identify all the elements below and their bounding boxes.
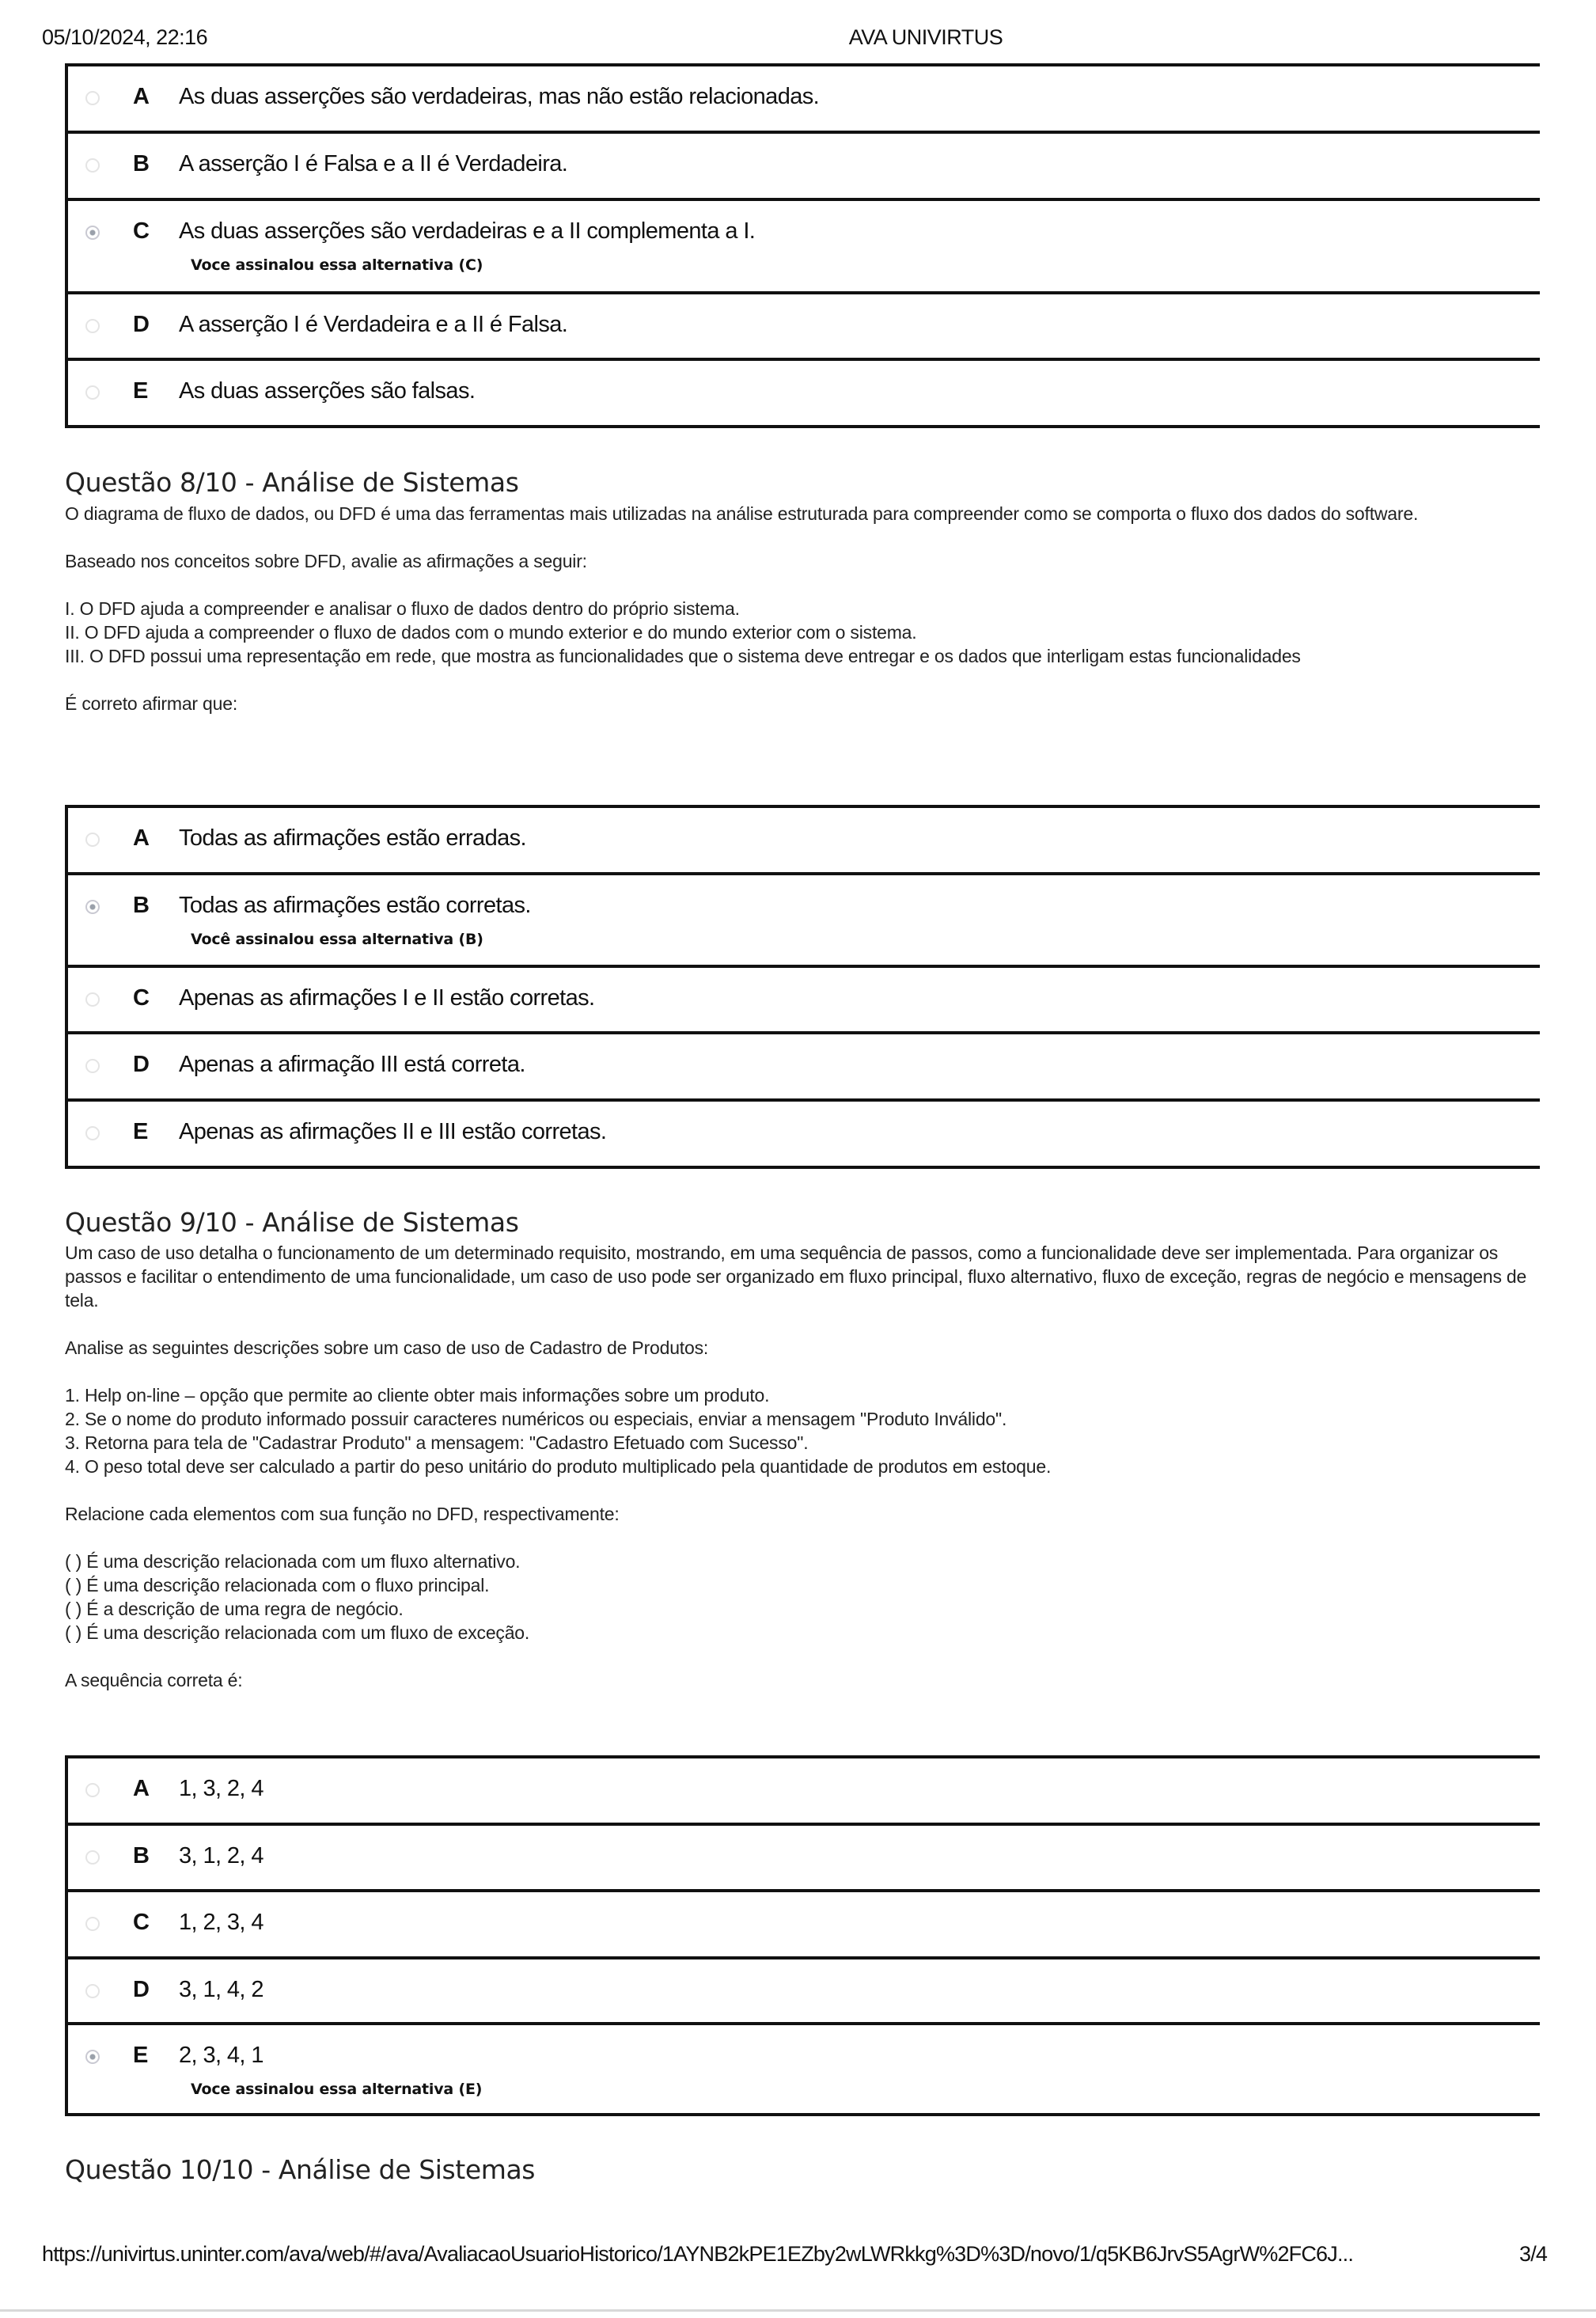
question8-body	[65, 502, 1545, 715]
option-row-c[interactable]	[68, 965, 1540, 1031]
option-letter: E	[133, 378, 149, 404]
question9-intro: Um caso de uso detalha o funcionamento de um determinado requisito, mostrando, em uma sequência de passos, como a funcionalidade deve ser implementada. Para organizar os passos e facilitar o entendimento de uma funcionalidade, um caso de uso pode ser organizado em fluxo principal, fluxo alternativo, fluxo de exceção, regras de negócio e mensagens de tela.	[65, 1242, 1527, 1311]
option-letter: B	[133, 151, 150, 176]
question8-intro: O diagrama de fluxo de dados, ou DFD é uma das ferramentas mais utilizadas na análise estruturada para compreender como se comporta o fluxo dos dados do software.	[65, 503, 1419, 524]
option-text: 2, 3, 4, 1	[179, 2043, 263, 2068]
option-text: As duas asserções são verdadeiras e a II complementa a I.	[179, 218, 756, 244]
question9-question: A sequência correta é:	[65, 1670, 243, 1690]
radio-icon[interactable]	[85, 91, 100, 105]
radio-icon[interactable]	[85, 158, 100, 173]
radio-checked-icon[interactable]	[85, 2050, 100, 2064]
option-row-e[interactable]	[68, 2022, 1540, 2116]
radio-icon[interactable]	[85, 1059, 100, 1073]
option-text: Apenas as afirmações II e III estão corretas.	[179, 1119, 607, 1144]
option-text: Apenas a afirmação III está correta.	[179, 1052, 525, 1077]
option-letter: C	[133, 1910, 150, 1935]
option-row-d[interactable]	[68, 291, 1540, 358]
question9-prompt: Analise as seguintes descrições sobre um caso de uso de Cadastro de Produtos:	[65, 1337, 709, 1358]
radio-icon[interactable]	[85, 1850, 100, 1865]
statement-1: I. O DFD ajuda a compreender e analisar o fluxo de dados dentro do próprio sistema.	[65, 598, 740, 619]
description-2: 2. Se o nome do produto informado possuir caracteres numéricos ou especiais, enviar a mensagem "Produto Inválido".	[65, 1409, 1007, 1429]
radio-checked-icon[interactable]	[85, 900, 100, 914]
option-row-e[interactable]	[68, 358, 1540, 428]
option-letter: C	[133, 218, 150, 244]
selected-answer-label: Você assinalou essa alternativa (B)	[191, 931, 483, 948]
blank-item-4: ( ) É uma descrição relacionada com um fluxo de exceção.	[65, 1622, 530, 1643]
option-row-a[interactable]	[68, 1755, 1540, 1823]
option-row-d[interactable]	[68, 1031, 1540, 1098]
option-row-c[interactable]	[68, 1889, 1540, 1956]
option-letter: D	[133, 1052, 150, 1077]
option-text: Apenas as afirmações I e II estão corretas.	[179, 985, 595, 1011]
description-1: 1. Help on-line – opção que permite ao cliente obter mais informações sobre um produto.	[65, 1385, 770, 1406]
option-text: Todas as afirmações estão erradas.	[179, 825, 526, 851]
option-text: 3, 1, 2, 4	[179, 1843, 263, 1868]
blank-item-3: ( ) É a descrição de uma regra de negócio.	[65, 1599, 404, 1619]
statement-3: III. O DFD possui uma representação em rede, que mostra as funcionalidades que o sistema deve entregar e os dados que interligam estas funcionalidades	[65, 646, 1301, 666]
radio-icon[interactable]	[85, 319, 100, 333]
option-letter: A	[133, 84, 150, 109]
question8-options	[65, 805, 1540, 1169]
option-letter: B	[133, 893, 150, 918]
option-row-b[interactable]	[68, 1823, 1540, 1889]
print-datetime: 05/10/2024, 22:16	[42, 25, 208, 49]
option-letter: E	[133, 1119, 149, 1144]
question9-options	[65, 1755, 1540, 2116]
radio-icon[interactable]	[85, 1126, 100, 1140]
print-footer-url: https://univirtus.uninter.com/ava/web/#/ava/AvaliacaoUsuarioHistorico/1AYNB2kPE1EZby2wLWRkkg%3D%3D/novo/1/q5KB6JrvS5AgrW%2FC6J...	[42, 2242, 1354, 2266]
radio-icon[interactable]	[85, 1783, 100, 1797]
option-row-e[interactable]	[68, 1098, 1540, 1169]
option-row-c[interactable]	[68, 198, 1540, 291]
page-bottom-divider	[0, 2309, 1596, 2312]
print-page-number: 3/4	[1519, 2242, 1548, 2266]
option-letter: A	[133, 825, 150, 851]
question9-body	[65, 1241, 1545, 1692]
option-row-b[interactable]	[68, 872, 1540, 965]
radio-icon[interactable]	[85, 1917, 100, 1931]
statement-2: II. O DFD ajuda a compreender o fluxo de dados com o mundo exterior e do mundo exterior com o sistema.	[65, 622, 917, 643]
option-letter: C	[133, 985, 150, 1011]
option-text: As duas asserções são verdadeiras, mas não estão relacionadas.	[179, 84, 820, 109]
option-letter: E	[133, 2043, 149, 2068]
option-row-d[interactable]	[68, 1956, 1540, 2022]
option-text: As duas asserções são falsas.	[179, 378, 476, 404]
radio-icon[interactable]	[85, 833, 100, 847]
print-page-title: AVA UNIVIRTUS	[848, 25, 1003, 49]
question10-title: Questão 10/10 - Análise de Sistemas	[65, 2154, 536, 2185]
question8-prompt: Baseado nos conceitos sobre DFD, avalie as afirmações a seguir:	[65, 551, 587, 571]
option-row-a[interactable]	[68, 63, 1540, 131]
question9-relate-prompt: Relacione cada elementos com sua função no DFD, respectivamente:	[65, 1504, 620, 1524]
option-row-a[interactable]	[68, 805, 1540, 872]
question9-title: Questão 9/10 - Análise de Sistemas	[65, 1207, 519, 1238]
description-4: 4. O peso total deve ser calculado a partir do peso unitário do produto multiplicado pela quantidade de produtos em estoque.	[65, 1456, 1052, 1477]
description-3: 3. Retorna para tela de "Cadastrar Produto" a mensagem: "Cadastro Efetuado com Sucesso".	[65, 1432, 809, 1453]
option-text: A asserção I é Falsa e a II é Verdadeira.	[179, 151, 568, 176]
option-letter: D	[133, 1977, 150, 2002]
question7-options	[65, 63, 1540, 428]
option-text: 3, 1, 4, 2	[179, 1977, 263, 2002]
option-text: A asserção I é Verdadeira e a II é Falsa.	[179, 312, 568, 337]
radio-icon[interactable]	[85, 992, 100, 1007]
selected-answer-label: Voce assinalou essa alternativa (E)	[191, 2081, 483, 2098]
option-text: 1, 3, 2, 4	[179, 1776, 263, 1801]
option-text: Todas as afirmações estão corretas.	[179, 893, 531, 918]
question8-title: Questão 8/10 - Análise de Sistemas	[65, 467, 519, 498]
radio-icon[interactable]	[85, 1984, 100, 1998]
option-letter: D	[133, 312, 150, 337]
selected-answer-label: Voce assinalou essa alternativa (C)	[191, 256, 483, 274]
radio-checked-icon[interactable]	[85, 226, 100, 240]
option-letter: B	[133, 1843, 150, 1868]
option-text: 1, 2, 3, 4	[179, 1910, 263, 1935]
question8-question: É correto afirmar que:	[65, 693, 238, 714]
option-row-b[interactable]	[68, 131, 1540, 198]
blank-item-2: ( ) É uma descrição relacionada com o fluxo principal.	[65, 1575, 490, 1595]
radio-icon[interactable]	[85, 385, 100, 400]
option-letter: A	[133, 1776, 150, 1801]
blank-item-1: ( ) É uma descrição relacionada com um fluxo alternativo.	[65, 1551, 521, 1572]
